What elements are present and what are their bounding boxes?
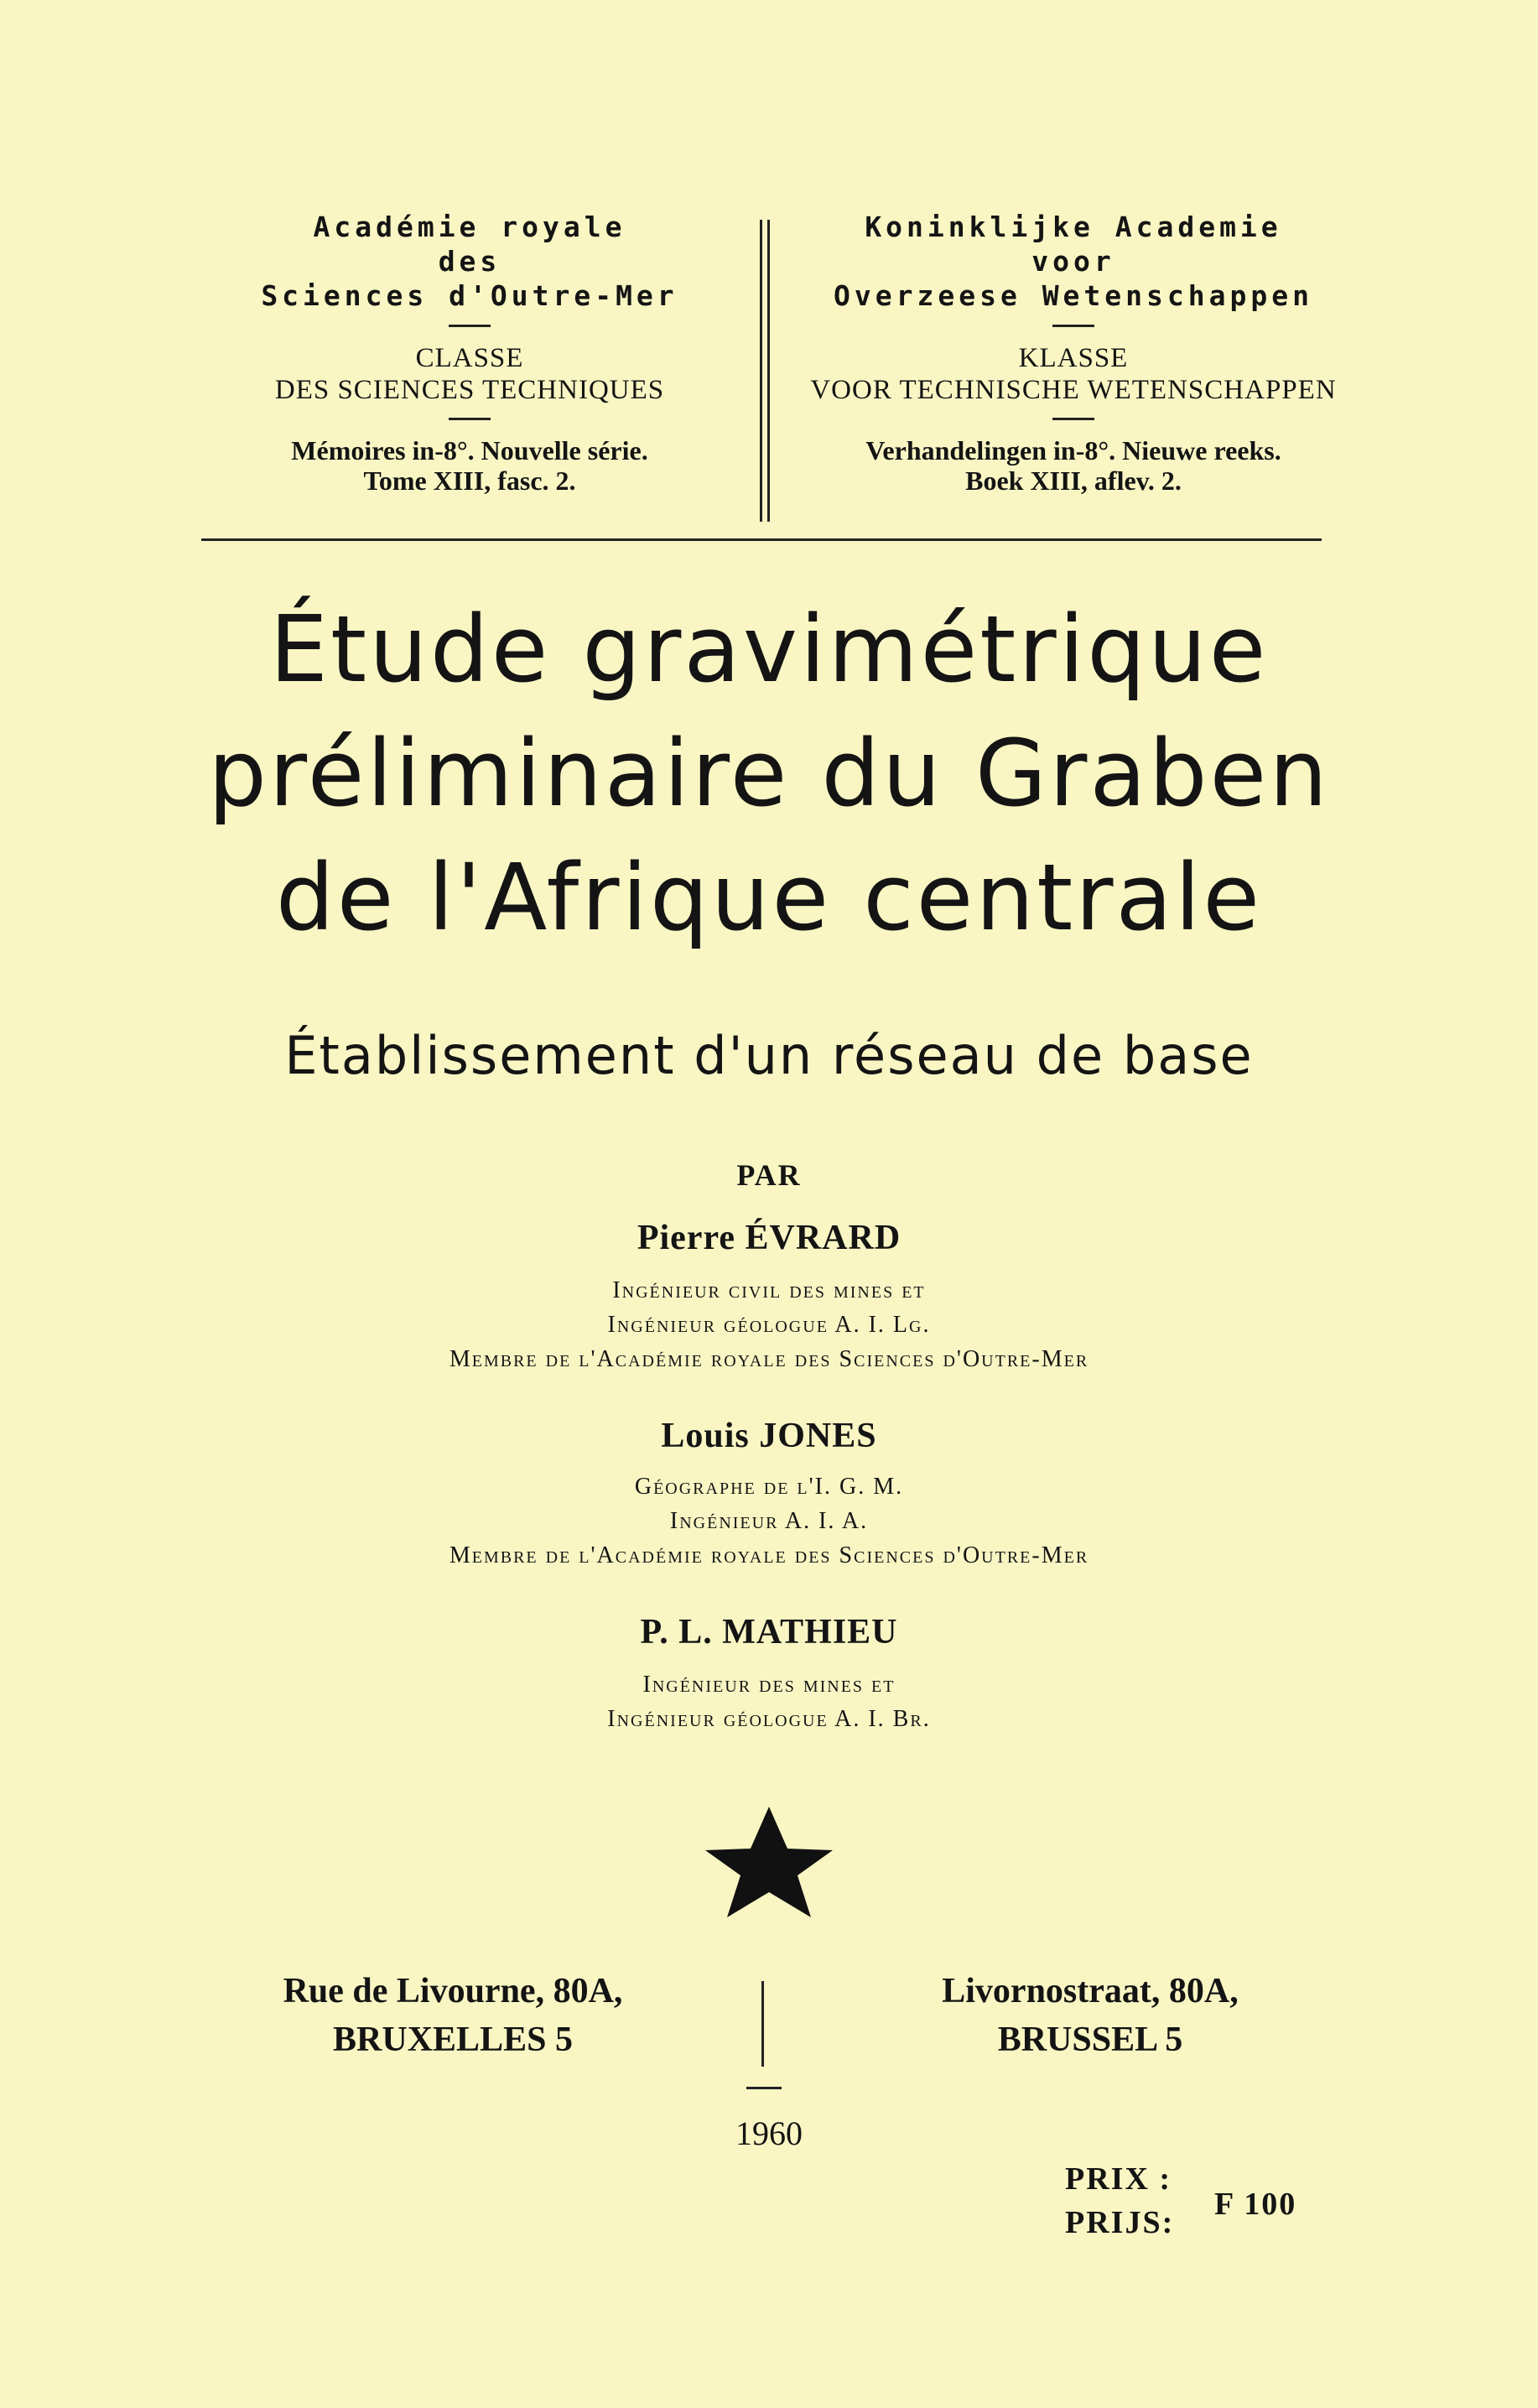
class-line: CLASSE — [415, 343, 524, 373]
academy-name-line: voor — [1031, 245, 1115, 278]
header-left-column — [201, 210, 738, 496]
header-vertical-rule — [767, 220, 770, 522]
credential-line: Ingénieur des mines et — [642, 1672, 896, 1698]
academy-name-line: Koninklijke Academie — [865, 211, 1282, 243]
series-line: Tome XIII, fasc. 2. — [363, 465, 576, 496]
header-right-column — [772, 210, 1375, 496]
credential-line: Géographe de l'I. G. M. — [634, 1474, 904, 1500]
address-line: Livornostraat, 80A, — [942, 1972, 1239, 2010]
header-dash — [1052, 418, 1094, 420]
author-name: Pierre ÉVRARD — [637, 1219, 901, 1257]
author-credentials — [0, 1667, 1538, 1736]
credential-line: Ingénieur géologue A. I. Lg. — [607, 1312, 931, 1338]
header-dash — [1052, 325, 1094, 327]
address-city: BRUXELLES 5 — [333, 2021, 573, 2059]
class-line: VOOR TECHNISCHE WETENSCHAPPEN — [810, 375, 1337, 405]
credential-line: Ingénieur A. I. A. — [669, 1508, 869, 1534]
series-line: Verhandelingen in-8°. Nieuwe reeks. — [865, 435, 1281, 465]
credential-line: Ingénieur géologue A. I. Br. — [607, 1706, 931, 1732]
title-line: de l'Afrique centrale — [275, 844, 1263, 951]
series-line: Mémoires in-8°. Nouvelle série. — [291, 435, 648, 465]
class-line: DES SCIENCES TECHNIQUES — [274, 375, 665, 405]
address-vertical-rule — [761, 1981, 764, 2067]
price-value: F 100 — [1214, 2187, 1297, 2222]
header-dash — [449, 418, 491, 420]
page-subtitle: Établissement d'un réseau de base — [284, 1025, 1254, 1086]
star-icon — [685, 1803, 853, 1921]
by-label: PAR — [736, 1158, 802, 1192]
author-name: P. L. MATHIEU — [640, 1613, 898, 1651]
academy-name-line: Académie royale — [313, 211, 626, 243]
title-line: Étude gravimétrique — [269, 595, 1269, 703]
author-credentials — [0, 1273, 1538, 1376]
header-horizontal-rule — [201, 538, 1322, 541]
address-right — [805, 1967, 1375, 2064]
author-credentials — [0, 1469, 1538, 1573]
class-line: KLASSE — [1018, 343, 1129, 373]
publication-year: 1960 — [735, 2114, 803, 2152]
page-title — [168, 587, 1370, 960]
author-name: Louis JONES — [661, 1417, 877, 1455]
title-line: préliminaire du Graben — [208, 720, 1330, 827]
price-label: PRIJS: — [1065, 2205, 1175, 2240]
address-line: Rue de Livourne, 80A, — [283, 1972, 623, 2010]
series-line: Boek XIII, aflev. 2. — [965, 465, 1182, 496]
address-left — [184, 1967, 721, 2064]
academy-name-line: Overzeese Wetenschappen — [834, 279, 1313, 312]
credential-line: Membre de l'Académie royale des Sciences d'Outre-Mer — [449, 1346, 1089, 1372]
academy-name-line: des — [438, 245, 501, 278]
credential-line: Membre de l'Académie royale des Sciences d'Outre-Mer — [449, 1542, 1089, 1568]
year-dash — [746, 2087, 782, 2089]
academy-name-line: Sciences d'Outre-Mer — [261, 279, 678, 312]
header-dash — [449, 325, 491, 327]
price-labels — [1065, 2157, 1174, 2244]
address-city: BRUSSEL 5 — [997, 2021, 1183, 2059]
price-label: PRIX : — [1065, 2161, 1172, 2197]
header-vertical-rule — [760, 220, 762, 522]
credential-line: Ingénieur civil des mines et — [612, 1277, 926, 1303]
